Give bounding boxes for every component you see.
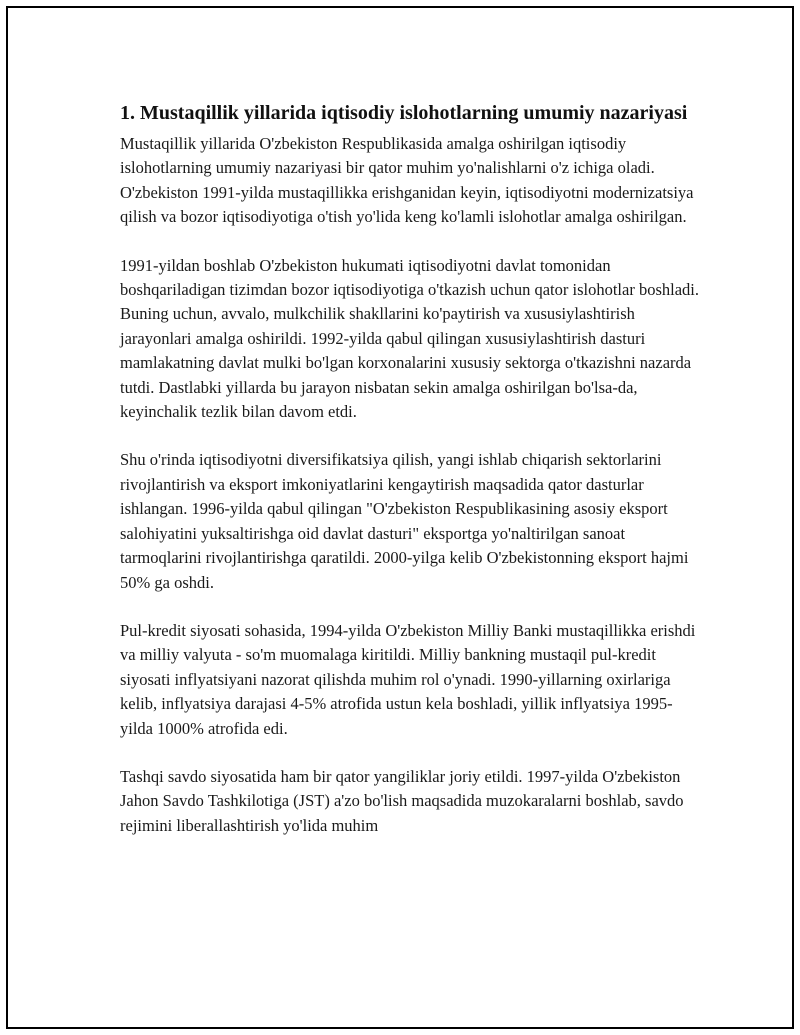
paragraph: Pul-kredit siyosati sohasida, 1994-yilda O'zbekiston Milliy Banki mustaqillikka erishdi va milliy valyuta - so'm muomalaga kiritildi. Milliy bankning mustaqil pul-kredit siyosati inflyatsiyani nazorat qilishda muhim rol o'ynadi. 1990-yillarning oxirlariga kelib, inflyatsiya darajasi 4-5% atrofida ustun kela boshladi, yillik inflyatsiya 1995-yilda 1000% atrofida edi. bbox=[120, 620, 696, 738]
paragraph: Tashqi savdo siyosatida ham bir qator yangiliklar joriy etildi. 1997-yilda O'zbekiston Jahon Savdo Tashkilotiga (JST) a'zo bo'lish maqsadida muzokaralarni boshlab, savdo rejimini liberallashtirish yo'lida muhim bbox=[120, 766, 684, 835]
section-title: 1. Mustaqillik yillarida iqtisodiy islohotlarning umumiy nazariyasi bbox=[120, 102, 688, 124]
paragraph: 1991-yildan boshlab O'zbekiston hukumati iqtisodiyotni davlat tomonidan boshqariladigan tizimdan bozor iqtisodiyotiga o'tkazish uchun qator islohotlar boshladi. Buning uchun, avvalo, mulkchilik shakllarini ko'paytirish va xususiylashtirish jarayonlari amalga oshirildi. 1992-yilda qabul qilingan xususiylashtirish dasturi mamlakatning davlat mulki bo'lgan korxonalarini xususiy sektorga o'tkazishni nazarda tutdi. Dastlabki yillarda bu jarayon nisbatan sekin amalga oshirilgan bo'lsa-da, keyinchalik tezlik bilan davom etdi. bbox=[120, 255, 699, 422]
paragraph: Mustaqillik yillarida O'zbekiston Respublikasida amalga oshirilgan iqtisodiy islohotlarning umumiy nazariyasi bir qator muhim yo'nalishlarni o'z ichiga oladi. O'zbekiston 1991-yilda mustaqillikka erishganidan keyin, iqtisodiyotni modernizatsiya qilish va bozor iqtisodiyotiga o'tish yo'lida keng ko'lamli islohotlar amalga oshirilgan. bbox=[120, 134, 694, 227]
page-frame bbox=[6, 6, 794, 1029]
document-body bbox=[120, 99, 700, 862]
paragraph: Shu o'rinda iqtisodiyotni diversifikatsiya qilish, yangi ishlab chiqarish sektorlarini rivojlantirish va eksport imkoniyatlarini kengaytirish maqsadida qator dasturlar ishlangan. 1996-yilda qabul qilingan "O'zbekiston Respublikasining asosiy eksport salohiyatini yuksaltirishga oid davlat dasturi" eksportga yo'naltirilgan sanoat tarmoqlarini rivojlantirishga qaratildi. 2000-yilga kelib O'zbekistonning eksport hajmi 50% ga oshdi. bbox=[120, 450, 689, 592]
